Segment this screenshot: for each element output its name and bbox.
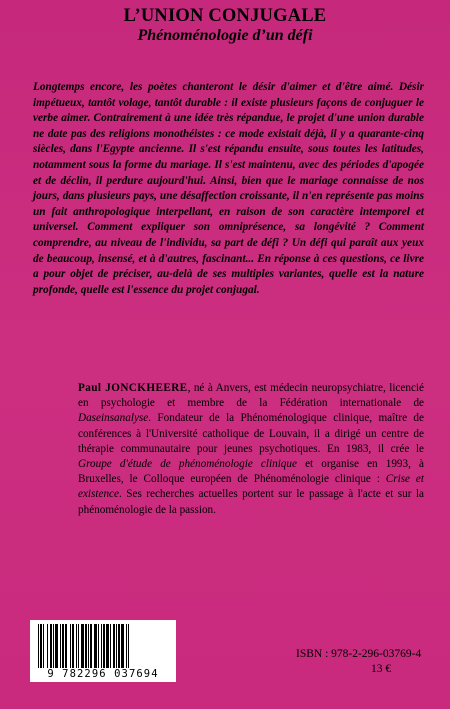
barcode-bar (88, 624, 89, 668)
barcode-bar (62, 624, 64, 668)
barcode-bar (90, 624, 92, 668)
barcode-bar (40, 624, 42, 668)
barcode-bar (38, 624, 39, 668)
summary-ending: du projet conjugal. (168, 283, 260, 296)
barcode-bar (98, 624, 99, 668)
barcode-bar (65, 624, 67, 668)
barcode-bar (70, 624, 71, 668)
bio-text-4: . Ses recherches actuelles portent sur le passage à l'acte et sur la phénoménologie de la passion. (78, 488, 424, 516)
barcode-digits: 9 782296 037694 (47, 668, 159, 680)
summary-text: Longtemps encore, les poètes chanteront le désir d'aimer et d'être aimé. Désir impétueux, tantôt volage, tantôt durable : il existe plusieurs façons de conjuguer le verbe aimer. Contrairement à une idée très répandue, le projet d'une union durable ne date pas des religions monothéistes : ce mode existait déjà, il y a quarante-cinq siècles, dans l'Egypte ancienne. Il s'est répandu ensuite, sous toutes les latitudes, notamment sous la forme du mariage. Il s'est maintenu, avec des périodes d'apogée et de déclin, il perdure aujourd'hui. Ainsi, bien que le mariage connaisse de nos jours, dans plusieurs pays, une désaffection croissante, il n'en représente pas moins un fait anthropologique interpellant, en raison de son caractère intemporel et universel. Comment expliquer son omniprésence, sa longévité ? Comment comprendre, au niveau de l'individu, sa part de défi ? Un défi qui paraît aux yeux de beaucoup, insensé, et à d'autres, fascinant... En réponse à ces questions, ce livre a pour objet de préciser, au-delà de ses multiples variantes, quelle est la nature profonde, quelle est l' (33, 81, 424, 296)
barcode-icon (38, 624, 168, 668)
barcode-bar (118, 624, 120, 668)
bio-text-1: , né à Anvers, est médecin neuropsychiatre, licencié en psychologie et membre de la Fédération internationale de (78, 382, 424, 410)
barcode-label (30, 620, 176, 682)
barcode-bar (60, 624, 61, 668)
barcode-bar (128, 624, 129, 668)
barcode-bar (106, 624, 109, 668)
author-name: Paul JONCKHEERE (78, 382, 188, 394)
barcode-bar (81, 624, 84, 668)
barcode-bar (85, 624, 87, 668)
bio-text-3: et organise en 1993, à Bruxelles, le Colloque européen de Phénoménologie clinique : (78, 458, 424, 486)
book-subtitle: Phénoménologie d’un défi (137, 27, 313, 44)
barcode-bar (126, 624, 127, 668)
header (0, 6, 450, 46)
barcode-bar (121, 624, 124, 668)
price: 13 € (371, 663, 392, 675)
bio-italic-crise: Crise et existence (78, 473, 424, 501)
barcode-bar (94, 624, 97, 668)
bio-text-2: . Fondateur de la Phénoménologique clinique, maître de conférences à l'Université catholique de Louvain, il a dirigé un centre de thérapie communautaire pour jeunes psychotiques. En 1983, il crée le (78, 412, 424, 455)
summary-essence-word: essence (133, 283, 169, 296)
isbn-number: ISBN : 978-2-296-03769-4 (296, 648, 422, 660)
barcode-bar (78, 624, 79, 668)
barcode-bar (50, 624, 52, 668)
bio-italic-daseinsanalyse: Daseinsanalyse (78, 412, 149, 425)
barcode-bar (47, 624, 48, 668)
barcode-bar (53, 624, 54, 668)
barcode-bar (43, 624, 44, 668)
barcode-bar (72, 624, 74, 668)
bio-italic-groupe: Groupe d'étude de phénoménologie clinique (78, 458, 297, 471)
barcode-bar (113, 624, 115, 668)
author-biography (78, 381, 424, 518)
book-title: L’UNION CONJUGALE (123, 6, 327, 26)
barcode-bar (55, 624, 58, 668)
barcode-bar (103, 624, 105, 668)
summary-paragraph (33, 80, 424, 298)
barcode-bar (110, 624, 111, 668)
barcode-bar (76, 624, 77, 668)
barcode-bar (101, 624, 102, 668)
barcode-bar (116, 624, 117, 668)
